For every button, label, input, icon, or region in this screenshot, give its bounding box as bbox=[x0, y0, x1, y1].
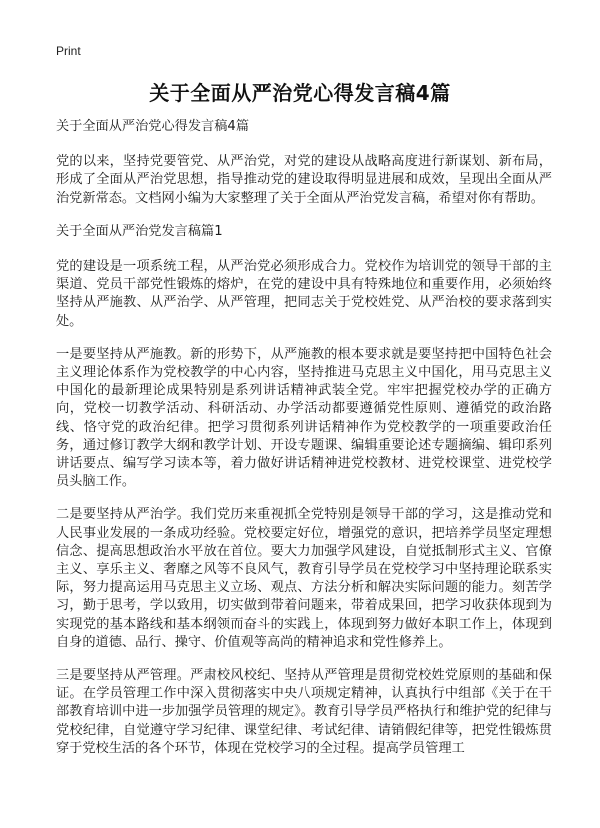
print-link[interactable]: Print bbox=[56, 44, 81, 58]
document-subtitle: 关于全面从严治党心得发言稿4篇 bbox=[56, 119, 250, 134]
document-title: 关于全面从严治党心得发言稿4篇 bbox=[149, 81, 451, 105]
body-paragraph: 党的建设是一项系统工程，从严治党必须形成合力。党校作为培训党的领导干部的主渠道、党员干部党性锻炼的熔炉，在党的建设中具有特殊地位和重要作用，必须始终坚持从严施教、从严治学、从严管理，把同志关于党校姓党、从严治校的要求落到实处。 bbox=[56, 259, 552, 329]
intro-paragraph: 党的以来，坚持党要管党、从严治党，对党的建设从战略高度进行新谋划、新布局，形成了全面从严治党思想，指导推动党的建设取得明显进展和成效，呈现出全面从严治党新常态。文档网小编为大家整理了关于全面从严治党发言稿，希望对你有帮助。 bbox=[56, 154, 552, 206]
body-paragraph: 一是要坚持从严施教。新的形势下，从严施教的根本要求就是要坚持把中国特色社会主义理论体系作为党校教学的中心内容，坚持推进马克思主义中国化，用马克思主义中国化的最新理论成果特别是系列讲话精神武装全党。牢牢把握党校办学的正确方向，党校一切教学活动、科研活动、办学活动都要遵循党性原则、遵循党的政治路线、恪守党的政治纪律。把学习贯彻系列讲话精神作为党校教学的一项重要政治任务，通过修订教学大纲和教学计划、开设专题课、编辑重要论述专题摘编、辑印系列讲话要点、编写学习读本等，着力做好讲话精神进党校教材、进党校课堂、进党校学员头脑工作。 bbox=[56, 346, 552, 490]
body-paragraph: 三是要坚持从严管理。严肃校风校纪、坚持从严管理是贯彻党校姓党原则的基础和保证。在学员管理工作中深入贯彻落实中央八项规定精神，认真执行中组部《关于在干部教育培训中进一步加强学员管理的规定》。教育引导学员严格执行和维护党的纪律与党校纪律，自觉遵守学习纪律、课堂纪律、考试纪律、请销假纪律等，把党性锻炼贯穿于党校生活的各个环节，体现在党校学习的全过程。提高学员管理工 bbox=[56, 668, 552, 756]
body-paragraph: 二是要坚持从严治学。我们党历来重视抓全党特别是领导干部的学习，这是推动党和人民事业发展的一条成功经验。党校要定好位，增强党的意识，把培养学员坚定理想信念、提高思想政治水平放在首位。要大力加强学风建设，自觉抵制形式主义、官僚主义、享乐主义、奢靡之风等不良风气，教育引导学员在党校学习中坚持理论联系实际，努力提高运用马克思主义立场、观点、方法分析和解决实际问题的能力。刻苦学习，勤于思考，学以致用，切实做到带着问题来，带着成果回，把学习收获体现到为实现党的基本路线和基本纲领而奋斗的实践上，体现到努力做好本职工作上，体现到自身的道德、品行、操守、价值观等高尚的精神追求和党性修养上。 bbox=[56, 507, 552, 650]
section-heading: 关于全面从严治党发言稿篇1 bbox=[56, 223, 223, 239]
document-body bbox=[56, 118, 552, 773]
